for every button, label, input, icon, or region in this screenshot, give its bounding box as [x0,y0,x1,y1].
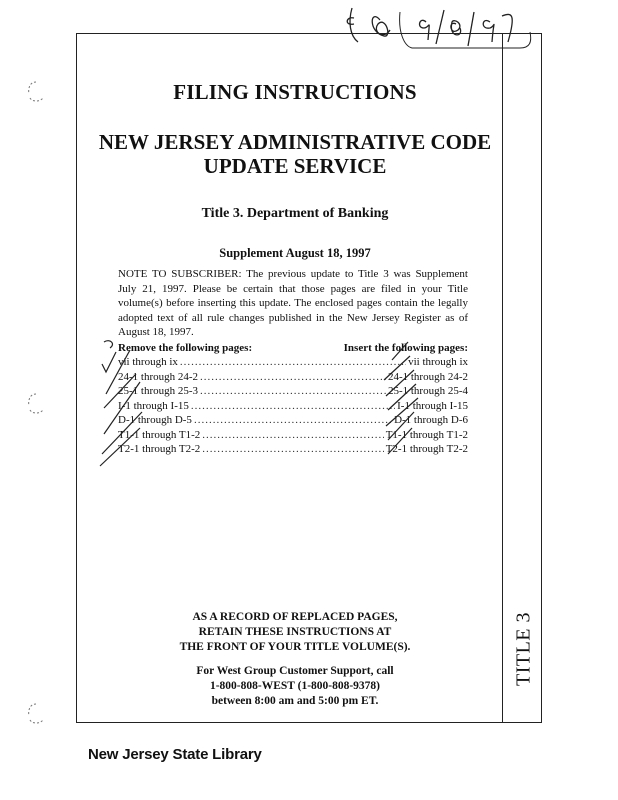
remove-pages: 25-1 through 25-3 [118,385,199,397]
table-row [118,414,468,429]
table-row [118,429,468,444]
dot-leader [202,443,383,455]
remove-pages: T2-1 through T2-2 [118,443,201,455]
title-line: Title 3. Department of Banking [201,206,389,221]
table-row [118,371,468,386]
page-table [118,356,468,458]
remove-pages: I-1 through I-15 [118,399,189,412]
dot-leader [194,414,392,426]
remove-pages: T1-1 through T1-2 [118,428,201,441]
remove-column-header: Remove the following pages: [118,342,253,354]
record-notice-line: AS A RECORD OF REPLACED PAGES, [192,611,398,623]
document-heading: FILING INSTRUCTIONS [173,80,417,104]
remove-pages: 24-1 through 24-2 [118,370,199,383]
remove-pages: D-1 through D-5 [118,414,192,426]
subheading-line: UPDATE SERVICE [203,154,387,178]
subheading-line: NEW JERSEY ADMINISTRATIVE CODE [98,130,492,154]
dot-leader [202,429,383,441]
punch-hole-bottom [26,702,46,726]
record-notice [76,610,514,655]
dot-leader [191,400,395,412]
insert-pages: 25-1 through 25-4 [387,385,468,397]
title-tab-label: TITLE 3 [512,611,535,687]
supplement-line: Supplement August 18, 1997 [219,246,371,260]
dot-leader [180,356,406,368]
insert-pages: T2-1 through T2-2 [385,443,468,455]
punch-hole-top [26,80,46,104]
support-line: between 8:00 am and 5:00 pm ET. [211,695,379,707]
dot-leader [200,385,386,397]
insert-pages: T1-1 through T1-2 [385,428,468,441]
customer-support-notice [76,664,514,709]
subscriber-note: NOTE TO SUBSCRIBER: The previous update to Title 3 was Supplement July 21, 1997. Please be certain that those pages are filed in your Title volume(s) before inserting this update. The enclosed pages contain the legally adopted text of all rule changes published in the New Jersey Register as of August 18, 1997. [118,268,468,338]
support-line: 1-800-808-WEST (1-800-808-9378) [209,680,381,692]
punch-hole-middle [26,392,46,416]
table-row [118,385,468,400]
page-table-header [118,342,468,354]
record-notice-line: THE FRONT OF YOUR TITLE VOLUME(S). [179,641,411,653]
insert-pages: 24-1 through 24-2 [387,370,468,383]
remove-pages: vii through ix [118,356,178,368]
record-notice-line: RETAIN THESE INSTRUCTIONS AT [198,626,392,638]
table-row [118,443,468,458]
document-subheading [76,130,514,178]
insert-pages: vii through ix [408,356,468,368]
table-row [118,356,468,371]
library-stamp: New Jersey State Library [88,746,262,763]
dot-leader [200,371,386,383]
support-line: For West Group Customer Support, call [196,665,394,677]
title-tab [512,590,536,708]
insert-column-header: Insert the following pages: [343,342,468,354]
table-row [118,400,468,415]
handwritten-initials-date [340,2,540,50]
insert-pages: I-1 through I-15 [397,399,468,412]
insert-pages: D-1 through D-6 [394,414,468,426]
